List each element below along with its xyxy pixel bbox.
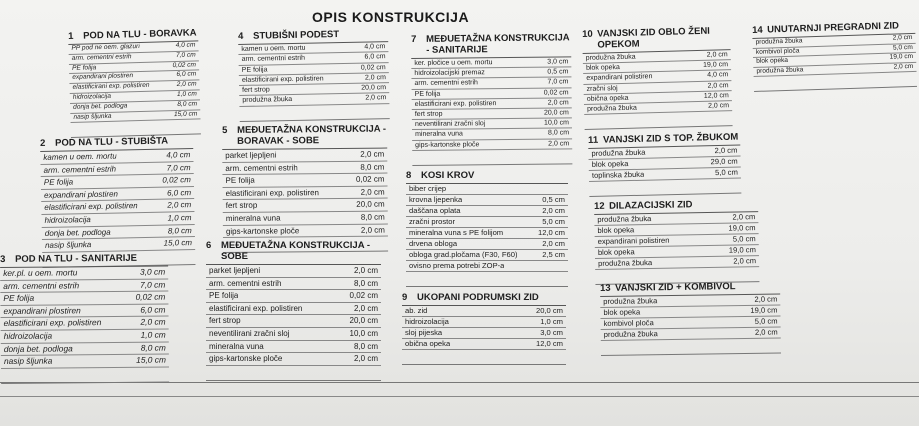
section-heading <box>206 240 381 262</box>
layer-material: gips-kartonske ploče <box>209 354 283 364</box>
layer-material: fert strop <box>225 201 258 211</box>
layer-table <box>752 33 917 92</box>
layer-thickness: 12,0 cm <box>537 228 565 237</box>
layer-material: nasip šljunka <box>73 112 112 121</box>
layer-material: produžna žbuka <box>597 214 652 224</box>
layer-thickness: 2,0 cm <box>140 316 166 328</box>
layer-table <box>588 145 741 197</box>
section-heading <box>0 253 168 265</box>
layer-row <box>406 250 568 261</box>
layer-row <box>206 278 381 291</box>
layer-row <box>406 184 568 195</box>
section-number: 1 <box>68 30 74 42</box>
bottom-border-line <box>0 382 919 383</box>
layer-material: hidroizolacijski premaz <box>414 69 485 78</box>
layer-thickness: 8,0 cm <box>140 342 166 353</box>
table-spacer-row <box>584 111 732 130</box>
layer-material: elastificirani exp. polistiren <box>225 187 320 198</box>
layer-thickness: 2,0 cm <box>542 206 565 215</box>
layer-material: fert strop <box>209 316 241 326</box>
layer-material: produžna žbuka <box>755 37 803 46</box>
section-heading <box>582 25 731 51</box>
layer-thickness: 15,0 cm <box>136 354 166 365</box>
layer-material: donja bet. podloga <box>3 342 73 354</box>
layer-thickness: 0,02 cm <box>349 291 378 301</box>
layer-material: neventilirani zračni sloj <box>209 328 290 338</box>
layer-material: sloj pijeska <box>405 328 443 337</box>
layer-thickness: 20,0 cm <box>361 84 387 92</box>
layer-thickness: 2,0 cm <box>714 145 738 156</box>
layer-material: zračni prostor <box>409 217 456 226</box>
section-title: VANJSKI ZID OBLO ŽENI OPEKOM <box>596 25 711 51</box>
layer-thickness: 2,0 cm <box>732 212 756 222</box>
section-title: VANJSKI ZID S TOP. ŽBUKOM <box>602 131 739 146</box>
section-pod-na-tlu-boravka <box>68 27 201 138</box>
layer-thickness <box>565 261 568 271</box>
table-spacer-row <box>206 366 381 381</box>
layer-table <box>411 56 572 165</box>
layer-material: produžna žbuka <box>587 104 638 113</box>
layer-thickness: 29,0 cm <box>710 156 738 167</box>
layer-material: arm. cementni estrih <box>414 79 478 88</box>
layer-material: parket ljepljeni <box>209 266 261 275</box>
section-number: 11 <box>588 134 599 146</box>
page-title: OPIS KONSTRUKCIJA <box>312 9 470 25</box>
section-number: 7 <box>411 33 417 45</box>
layer-thickness: 8,0 cm <box>177 100 198 108</box>
layer-material: hidroizolacija <box>44 215 91 225</box>
layer-thickness: 3,0 cm <box>139 266 166 277</box>
layer-thickness: 1,0 cm <box>167 213 192 223</box>
layer-row <box>406 217 568 228</box>
section-title: POD NA TLU - BORAVKA <box>82 27 197 42</box>
layer-thickness: 3,0 cm <box>540 328 563 337</box>
section-number: 10 <box>582 28 593 40</box>
layer-table <box>238 41 389 122</box>
layer-thickness: 2,0 cm <box>893 62 914 71</box>
layer-thickness: 0,02 cm <box>162 175 191 185</box>
layer-row <box>406 261 568 272</box>
section-meduetazna-sanitarije <box>411 32 572 165</box>
layer-material: mineralna vuna <box>225 213 281 223</box>
layer-thickness: 0,5 cm <box>547 68 569 76</box>
layer-row <box>406 228 568 239</box>
layer-material: blok opeka <box>597 225 635 235</box>
layer-material: expandirani plostiren <box>72 72 134 82</box>
section-title: MEĐUETAŽNA KONSTRUKCIJA - BORAVAK - SOBE <box>236 123 387 147</box>
layer-thickness: 4,0 cm <box>166 150 191 160</box>
layer-material: PE folija <box>225 175 255 186</box>
layer-thickness <box>565 184 568 194</box>
layer-thickness: 6,0 cm <box>176 70 197 79</box>
layer-material: kamen u oem. mortu <box>241 44 306 53</box>
layer-material: obloga grad.pločama (F30, F60) <box>409 250 518 259</box>
layer-material: expandirani polistiren <box>597 235 670 246</box>
layer-thickness: 8,0 cm <box>547 129 570 137</box>
section-number: 3 <box>0 253 6 265</box>
section-heading <box>222 124 387 147</box>
layer-material: arm. cementni estrih <box>209 278 282 288</box>
layer-material: expandirani plostiren <box>3 305 81 316</box>
layer-thickness: 10,0 cm <box>543 119 569 127</box>
layer-material: expandirani polistiren <box>586 73 653 83</box>
layer-material: hidroizolacija <box>3 330 53 341</box>
layer-thickness: 2,0 cm <box>706 51 728 59</box>
layer-material: produžna žbuka <box>603 329 658 339</box>
layer-material: drvena obloga <box>409 239 458 248</box>
layer-material: arm. cementni estrih <box>3 279 80 291</box>
layer-material: obična opeka <box>586 94 629 103</box>
layer-thickness: 3,0 cm <box>547 58 569 66</box>
layer-thickness: 20,0 cm <box>356 199 385 210</box>
layer-material: nasip šljunka <box>3 355 53 367</box>
layer-thickness: 2,0 cm <box>754 294 778 304</box>
layer-material: kombivol ploča <box>755 47 800 56</box>
table-spacer-row <box>239 104 389 122</box>
section-kosi-krov <box>406 170 568 287</box>
layer-table <box>68 40 201 138</box>
section-heading <box>402 292 566 303</box>
layer-thickness: 7,0 cm <box>175 51 196 59</box>
layer-row <box>206 315 381 328</box>
layer-row <box>206 328 381 341</box>
layer-material: hidroizolacija <box>72 92 112 101</box>
layer-thickness: 0,02 cm <box>360 63 386 72</box>
section-vanjski-zid-kombivol <box>600 280 781 356</box>
layer-thickness: 8,0 cm <box>353 278 378 288</box>
section-vanjski-zid-oblozeni-opekom <box>582 25 733 130</box>
section-title: KOSI KROV <box>421 170 475 181</box>
layer-material: PE folija <box>71 63 97 72</box>
layer-material: donja bet. podloga <box>44 227 111 238</box>
layer-material: PE folija <box>209 291 239 301</box>
layer-thickness: 19,0 cm <box>728 245 756 255</box>
layer-material: obična opeka <box>405 339 451 348</box>
section-heading <box>40 135 193 149</box>
layer-thickness: 0,02 cm <box>172 61 197 69</box>
layer-material: PE folija <box>241 66 268 74</box>
section-vanjski-zid-top-zbukom <box>588 132 741 197</box>
section-number: 5 <box>222 124 228 136</box>
section-stubisni-podest <box>238 28 390 122</box>
layer-material: arm. cementni estrih <box>43 164 117 175</box>
layer-thickness: 2,0 cm <box>547 99 569 107</box>
layer-table <box>600 293 781 356</box>
layer-material: PE folija <box>414 90 441 98</box>
layer-material: daščana oplata <box>409 206 461 215</box>
layer-thickness: 15,0 cm <box>163 238 193 248</box>
layer-material: neventilirani zračni sloj <box>414 120 486 129</box>
layer-row <box>402 317 566 328</box>
layer-material: mineralna vuna <box>209 341 264 351</box>
layer-material: parket ljepljeni <box>225 150 277 160</box>
layer-thickness: 7,0 cm <box>166 162 191 173</box>
layer-thickness: 6,0 cm <box>140 304 166 315</box>
layer-thickness: 0,02 cm <box>543 88 569 97</box>
layer-material: ker. pločice u oem. mortu <box>414 59 493 67</box>
layer-row <box>206 341 381 354</box>
layer-thickness: 2,0 cm <box>167 200 192 210</box>
section-meduetazna-sobe <box>206 240 381 381</box>
layer-thickness: 0,02 cm <box>135 291 166 303</box>
table-spacer-row <box>402 350 566 365</box>
layer-thickness: 4,0 cm <box>707 71 729 80</box>
section-number: 12 <box>594 200 605 212</box>
layer-material: produžna žbuka <box>598 257 653 268</box>
section-title: MEĐUETAŽNA KONSTRUKCIJA - SANITARIJE <box>425 32 570 56</box>
layer-thickness: 2,0 cm <box>542 239 565 248</box>
layer-thickness: 5,0 cm <box>754 316 778 326</box>
layer-thickness: 2,0 cm <box>176 80 197 89</box>
layer-material: toplinska žbuka <box>591 169 645 180</box>
layer-material: blok opeka <box>597 247 635 257</box>
section-heading <box>411 32 571 56</box>
layer-table <box>583 49 733 130</box>
layer-thickness: 2,0 cm <box>707 102 730 110</box>
layer-material: krovna ljepenka <box>409 195 463 204</box>
layer-thickness: 4,0 cm <box>364 43 386 51</box>
layer-thickness: 5,0 cm <box>732 234 756 244</box>
layer-material: produžna žbuka <box>603 296 658 306</box>
layer-table <box>406 183 568 287</box>
section-title: STUBIŠNI PODEST <box>252 29 340 42</box>
layer-thickness: 2,0 cm <box>707 81 729 90</box>
table-spacer-row <box>589 179 741 197</box>
layer-material: produžna žbuka <box>591 147 646 158</box>
layer-material: fert strop <box>242 86 270 95</box>
layer-row <box>402 339 566 350</box>
layer-thickness: 7,0 cm <box>547 78 569 86</box>
layer-material: produžna žbuka <box>585 53 636 62</box>
layer-table <box>206 264 381 381</box>
layer-thickness: 19,0 cm <box>702 61 729 70</box>
layer-material: elastificirani exp. polistiren <box>414 99 497 108</box>
layer-row <box>406 195 568 206</box>
layer-material: fert strop <box>414 110 443 118</box>
layer-material: blok opeka <box>591 159 629 169</box>
layer-material: expandirani plostiren <box>44 189 119 200</box>
layer-table <box>402 305 566 365</box>
layer-thickness: 2,0 cm <box>733 256 757 266</box>
layer-material: ovisno prema potrebi ZOP-a <box>409 261 505 270</box>
section-number: 9 <box>402 292 408 303</box>
layer-material: nasip šljunka <box>44 240 92 251</box>
section-number: 6 <box>206 240 212 251</box>
layer-material: biber crijep <box>409 184 447 193</box>
layer-thickness: 2,0 cm <box>360 225 385 235</box>
section-ukopani-podrumski-zid <box>402 292 566 365</box>
section-number: 14 <box>752 24 763 36</box>
layer-thickness: 2,0 cm <box>754 327 778 337</box>
layer-material: blok opeka <box>585 64 620 73</box>
layer-thickness: 2,0 cm <box>353 303 378 313</box>
layer-thickness: 2,5 cm <box>542 250 565 259</box>
layer-thickness: 6,0 cm <box>166 187 192 198</box>
layer-row <box>206 290 381 303</box>
layer-thickness: 8,0 cm <box>167 225 192 236</box>
layer-material: arm. cementni estrih <box>71 53 132 62</box>
layer-material: elastificirani exp. polistiren <box>44 201 138 213</box>
layer-material: blok opeka <box>603 307 641 317</box>
table-spacer-row <box>601 338 781 356</box>
layer-material: gips-kartonske ploče <box>225 225 300 236</box>
layer-thickness: 5,0 cm <box>714 167 738 178</box>
layer-thickness: 12,0 cm <box>703 91 729 100</box>
layer-table <box>0 266 169 384</box>
layer-material: PE folija <box>3 292 35 304</box>
layer-table <box>594 211 759 285</box>
layer-material: arm. cementni estrih <box>225 162 298 173</box>
bottom-border-line-2 <box>0 396 919 397</box>
layer-table <box>222 148 388 254</box>
section-title: VANJSKI ZID + KOMBIVOL <box>614 281 736 294</box>
layer-material: mineralna vuna <box>415 130 463 139</box>
layer-material: hidroizolacija <box>405 317 449 326</box>
layer-thickness: 2,0 cm <box>365 94 387 103</box>
layer-row <box>406 239 568 250</box>
layer-thickness: 2,0 cm <box>892 33 913 42</box>
layer-thickness: 19,0 cm <box>728 223 756 233</box>
layer-table <box>40 148 195 268</box>
layer-row <box>206 353 381 366</box>
layer-thickness: 6,0 cm <box>364 53 386 61</box>
layer-thickness: 8,0 cm <box>360 162 385 172</box>
section-title: DILAZACIJSKI ZID <box>608 199 693 212</box>
layer-thickness: 2,0 cm <box>353 266 378 275</box>
layer-material: gips-kartonske ploče <box>415 140 480 149</box>
section-number: 8 <box>406 170 412 181</box>
section-title: UKOPANI PODRUMSKI ZID <box>417 292 539 303</box>
layer-thickness: 19,0 cm <box>889 53 914 61</box>
layer-material: kombivol ploča <box>603 318 654 328</box>
table-spacer-row <box>412 149 572 166</box>
layer-material: elastificirani exp. polistiren <box>241 75 324 84</box>
section-heading <box>600 280 780 294</box>
layer-material: kamen u oem. mortu <box>43 151 117 162</box>
section-number: 2 <box>40 137 46 149</box>
section-pod-na-tlu-stubista <box>40 135 195 268</box>
layer-thickness: 8,0 cm <box>360 212 385 222</box>
layer-material: elastificirani exp. polistiren <box>209 303 303 313</box>
layer-thickness: 2,0 cm <box>353 354 378 364</box>
section-meduetazna-boravak-sobe <box>222 124 388 254</box>
section-title: POD NA TLU - SANITARIJE <box>14 252 138 265</box>
layer-material: arm. cementni estrih <box>241 55 306 64</box>
layer-material: produžna žbuka <box>242 96 293 105</box>
layer-thickness: 0,02 cm <box>355 174 385 185</box>
layer-material: blok opeka <box>756 57 789 66</box>
section-number: 13 <box>600 282 611 294</box>
layer-thickness: 20,0 cm <box>535 306 563 315</box>
layer-thickness: 10,0 cm <box>349 328 378 338</box>
layer-material: elastificirani exp. polistiren <box>3 317 102 329</box>
layer-row <box>206 265 381 278</box>
layer-thickness: 8,0 cm <box>353 341 378 351</box>
section-dilatacijski-zid <box>594 198 759 285</box>
section-title: UNUTARNJI PREGRADNI ZID <box>766 20 900 36</box>
layer-thickness: 1,0 cm <box>540 317 563 326</box>
layer-material: donja bet. podloga <box>73 102 128 111</box>
layer-material: ab. zid <box>405 306 428 315</box>
layer-thickness: 20,0 cm <box>349 316 378 326</box>
layer-thickness: 4,0 cm <box>175 41 196 49</box>
layer-material: elastificirani exp. polistiren <box>72 81 150 92</box>
section-unutarnji-pregradni-zid <box>752 20 917 92</box>
layer-material: PP pod ne oem. glazuri <box>71 43 140 52</box>
layer-thickness: 15,0 cm <box>173 109 198 118</box>
section-heading <box>594 198 758 212</box>
layer-thickness: 5,0 cm <box>892 43 913 52</box>
section-heading <box>588 132 740 146</box>
layer-material: PE folija <box>43 177 74 188</box>
layer-material: zračni sloj <box>586 84 618 93</box>
section-heading <box>68 27 198 42</box>
layer-thickness: 5,0 cm <box>542 217 565 226</box>
section-title: MEĐUETAŽNA KONSTRUKCIJA - SOBE <box>221 240 371 262</box>
layer-material: ker.pl. u oem. mortu <box>3 267 78 278</box>
layer-thickness: 20,0 cm <box>543 109 569 117</box>
layer-thickness: 19,0 cm <box>750 305 778 315</box>
section-pod-na-tlu-sanitarije <box>0 253 169 384</box>
layer-material: mineralna vuna s PE folijom <box>409 228 504 237</box>
layer-thickness: 0,5 cm <box>542 195 565 204</box>
layer-row <box>402 328 566 339</box>
layer-thickness: 1,0 cm <box>176 90 197 98</box>
layer-thickness: 2,0 cm <box>360 187 385 197</box>
layer-thickness: 2,0 cm <box>360 149 385 159</box>
layer-thickness: 12,0 cm <box>535 339 563 348</box>
layer-thickness: 2,0 cm <box>548 139 570 148</box>
layer-thickness: 2,0 cm <box>364 74 386 82</box>
layer-thickness: 7,0 cm <box>140 279 166 290</box>
table-spacer-row <box>406 272 568 287</box>
section-heading <box>406 170 568 181</box>
section-number: 4 <box>238 30 244 42</box>
layer-row <box>206 303 381 316</box>
layer-row <box>406 206 568 217</box>
section-title: POD NA TLU - STUBIŠTA <box>54 135 169 149</box>
layer-thickness: 1,0 cm <box>140 329 166 340</box>
section-heading <box>238 28 388 42</box>
layer-material: produžna žbuka <box>756 66 804 75</box>
layer-row <box>402 306 566 317</box>
